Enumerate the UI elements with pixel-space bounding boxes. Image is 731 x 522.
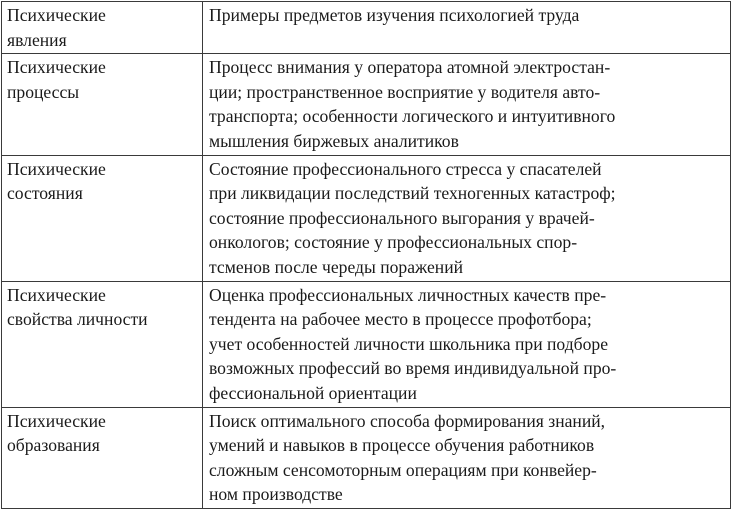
table-row-personality-properties	[2, 281, 731, 407]
header-examples-cell: Примеры предметов изучения психологией труда	[203, 2, 731, 54]
header-category-cell: Психические явления	[2, 2, 203, 54]
table-header-row	[2, 2, 731, 54]
examples-cell: Поиск оптимального способа формирования знаний, умений и навыков в процессе обучения работников сложным сенсомоторным операциям при конвейер- ном производстве	[203, 407, 731, 508]
table-row-states	[2, 155, 731, 281]
examples-cell: Состояние профессионального стресса у спасателей при ликвидации последствий техногенных катастроф; состояние профессионального выгорания у врачей- онкологов; состояние у профессиональных спор- тсменов после череды поражений	[203, 155, 731, 281]
table-row-formations	[2, 407, 731, 508]
table-row-processes	[2, 54, 731, 155]
category-cell: Психические состояния	[2, 155, 203, 281]
examples-cell: Процесс внимания у оператора атомной электростан- ции; пространственное восприятие у водителя авто- транспорта; особенности логического и интуитивного мышления биржевых аналитиков	[203, 54, 731, 155]
examples-cell: Оценка профессиональных личностных качеств пре- тендента на рабочее место в процессе профотбора; учет особенностей личности школьника при подборе возможных профессий во время индивидуальной про- фессиональной ориентации	[203, 281, 731, 407]
category-cell: Психические процессы	[2, 54, 203, 155]
psychology-of-labor-table	[1, 1, 731, 509]
category-cell: Психические свойства личности	[2, 281, 203, 407]
category-cell: Психические образования	[2, 407, 203, 508]
